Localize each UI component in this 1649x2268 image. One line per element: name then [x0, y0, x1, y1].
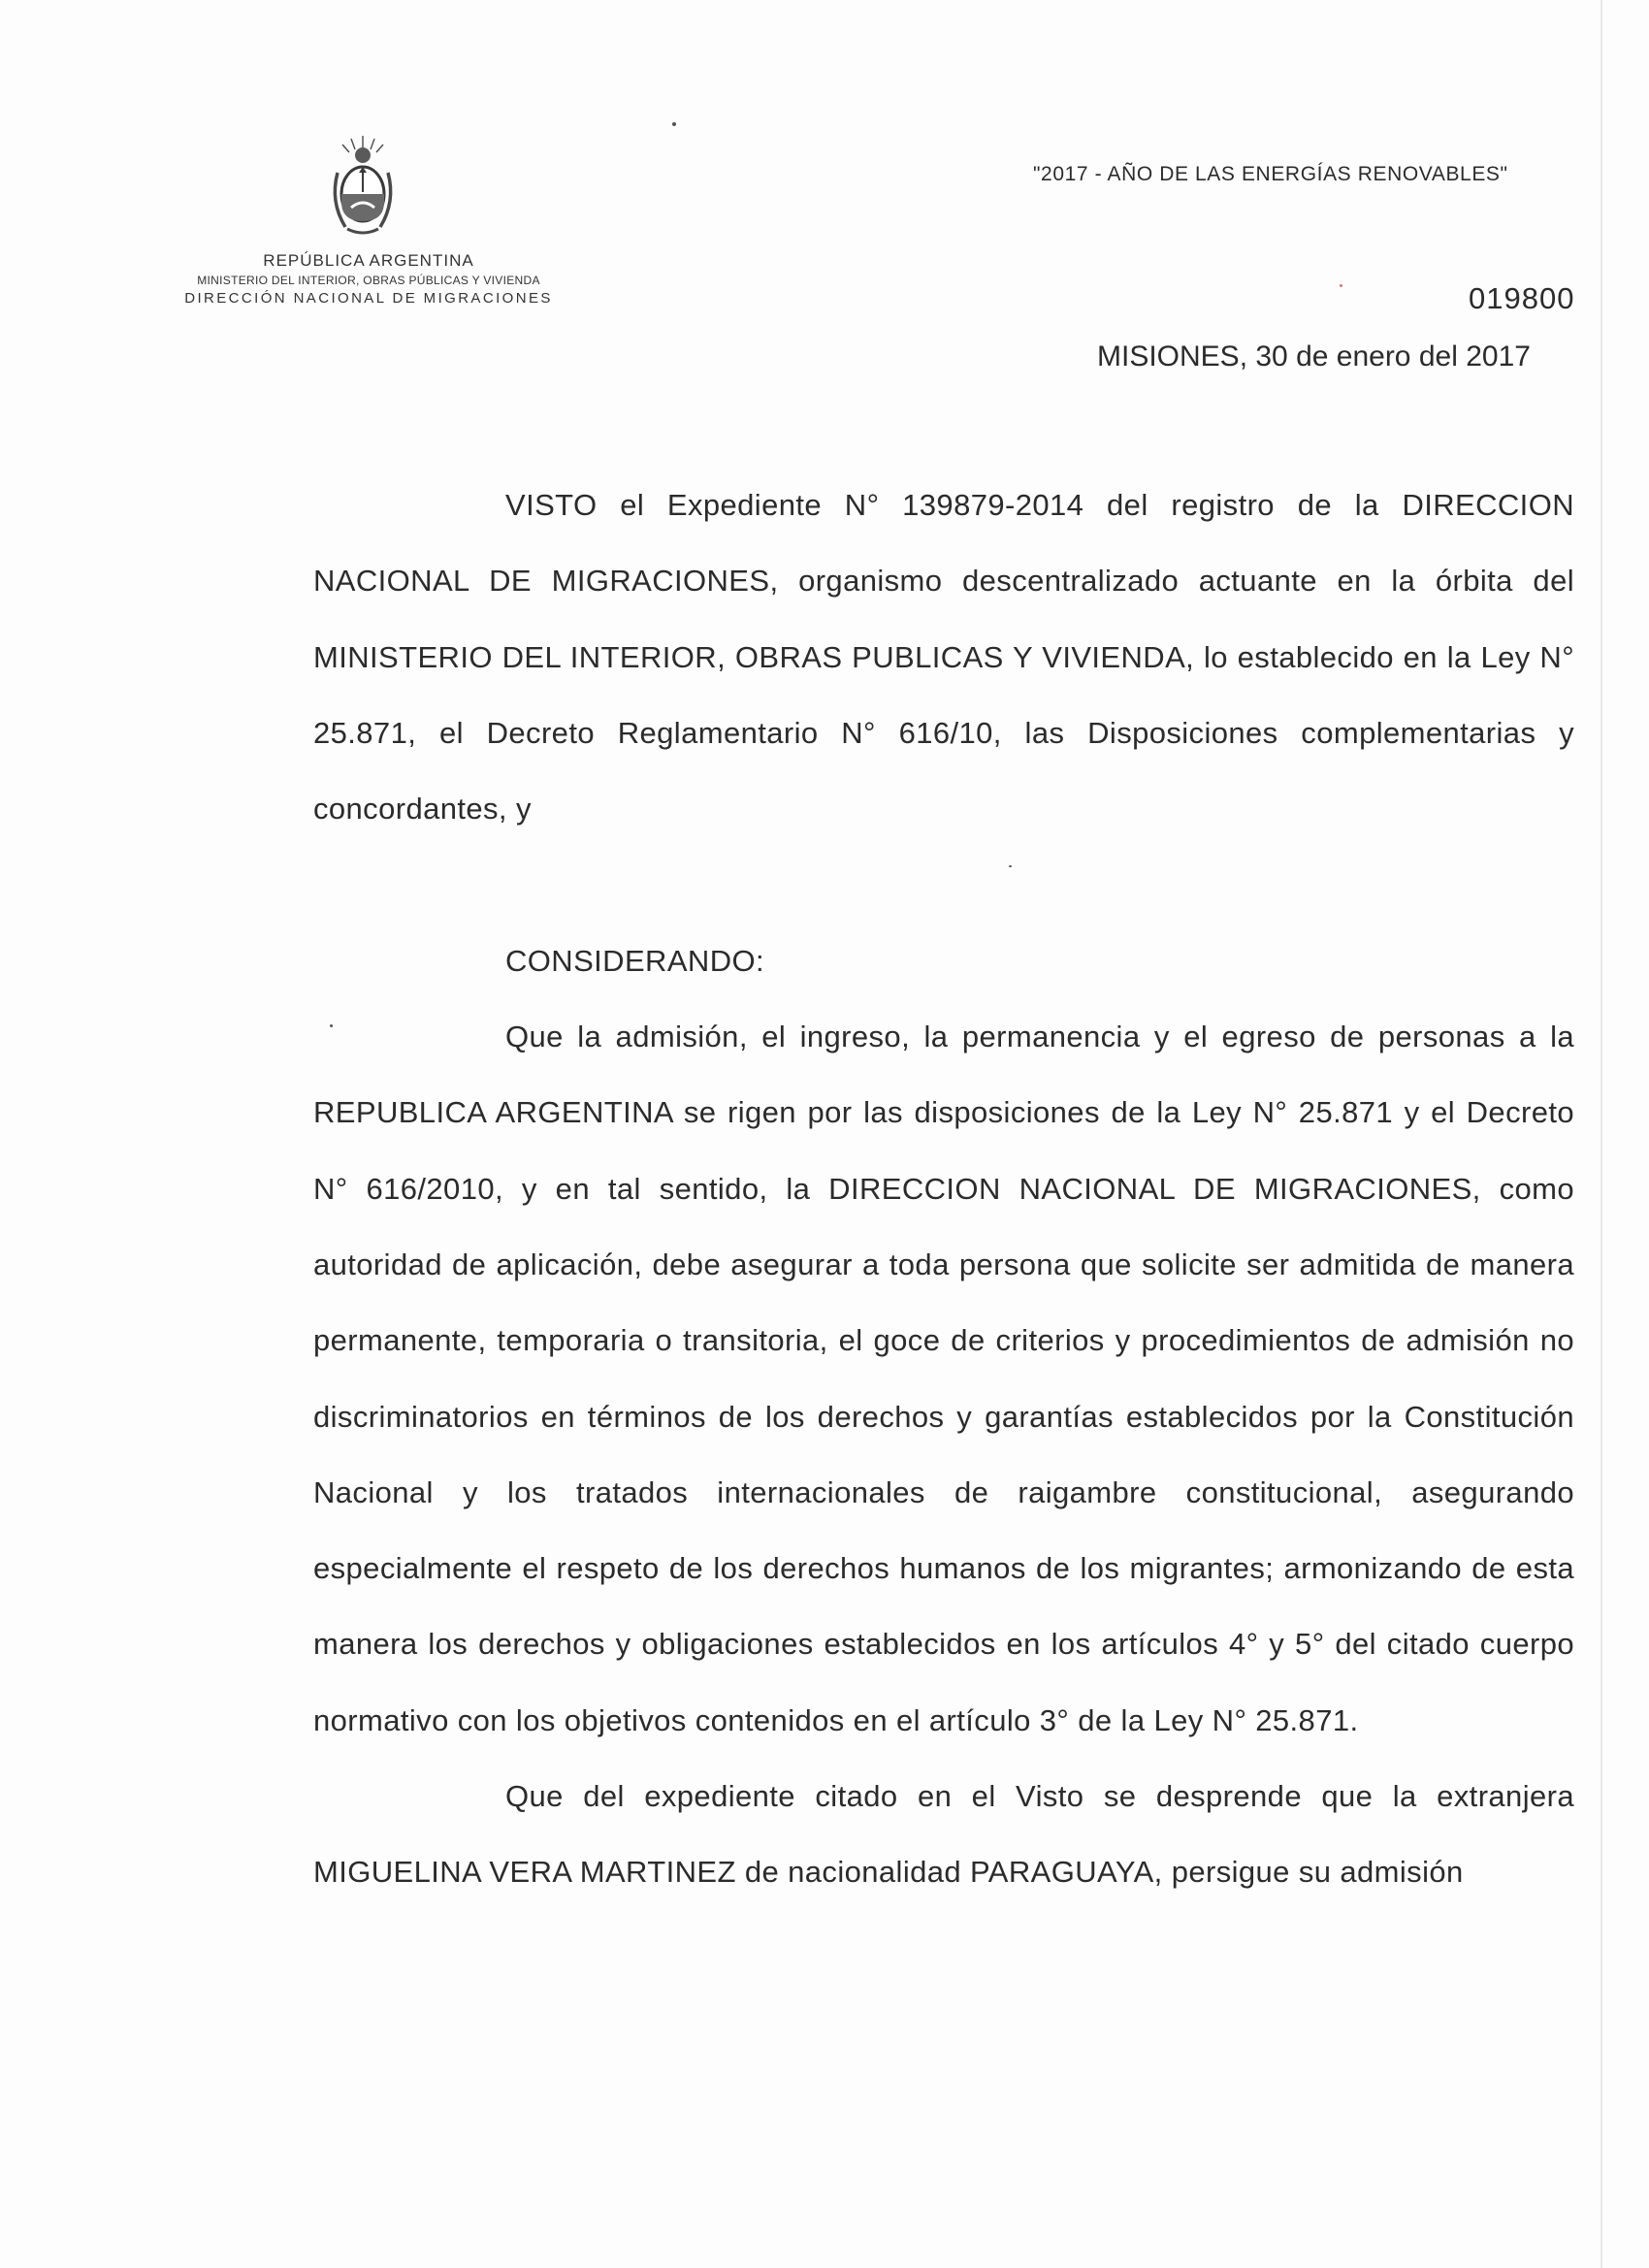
place-and-date: MISIONES, 30 de enero del 2017: [1097, 340, 1531, 373]
document-body: [313, 468, 1574, 1911]
coat-of-arms-icon: [324, 134, 402, 243]
page-edge-shadow: [1600, 0, 1602, 2268]
letterhead: [146, 250, 592, 308]
considerando-heading: CONSIDERANDO:: [505, 943, 765, 978]
year-motto: "2017 - AÑO DE LAS ENERGÍAS RENOVABLES": [1033, 163, 1508, 185]
letterhead-direction: DIRECCIÓN NACIONAL DE MIGRACIONES: [184, 290, 553, 307]
considerando-paragraph-2: Que del expediente citado en el Visto se desprende que la extranjera MIGUELINA VERA MARTINEZ de nacionalidad PARAGUAYA, persigue su admisión: [313, 1779, 1574, 1890]
letterhead-country: REPÚBLICA ARGENTINA: [263, 251, 474, 270]
considerando-paragraph-1: Que la admisión, el ingreso, la permanencia y el egreso de personas a la REPUBLICA ARGENTINA se rigen por las disposiciones de la Ley N° 25.871 y el Decreto N° 616/2010, y en tal sentido, la DIRECCION NACIONAL DE MIGRACIONES, como autoridad de aplicación, debe asegurar a toda persona que solicite ser admitida de manera permanente, temporaria o transitoria, el goce de criterios y procedimientos de admisión no discriminatorios en términos de los derechos y garantías establecidos por la Constitución Nacional y los tratados internacionales de raigambre constitucional, asegurando especialmente el respeto de los derechos humanos de los migrantes; armonizando de esta manera los derechos y obligaciones establecidos en los artículos 4° y 5° del citado cuerpo normativo con los objetivos contenidos en el artículo 3° de la Ley N° 25.871.: [313, 1020, 1574, 1737]
letterhead-ministry: MINISTERIO DEL INTERIOR, OBRAS PÚBLICAS Y VIVIENDA: [197, 274, 540, 287]
document-number: 019800: [1469, 281, 1575, 315]
visto-paragraph: VISTO el Expediente N° 139879-2014 del registro de la DIRECCION NACIONAL DE MIGRACIONES, organismo descentralizado actuante en la órbita del MINISTERIO DEL INTERIOR, OBRAS PUBLICAS Y VIVIENDA, lo establecido en la Ley N° 25.871, el Decreto Reglamentario N° 616/10, las Disposiciones complementarias y concordantes, y: [313, 488, 1574, 826]
